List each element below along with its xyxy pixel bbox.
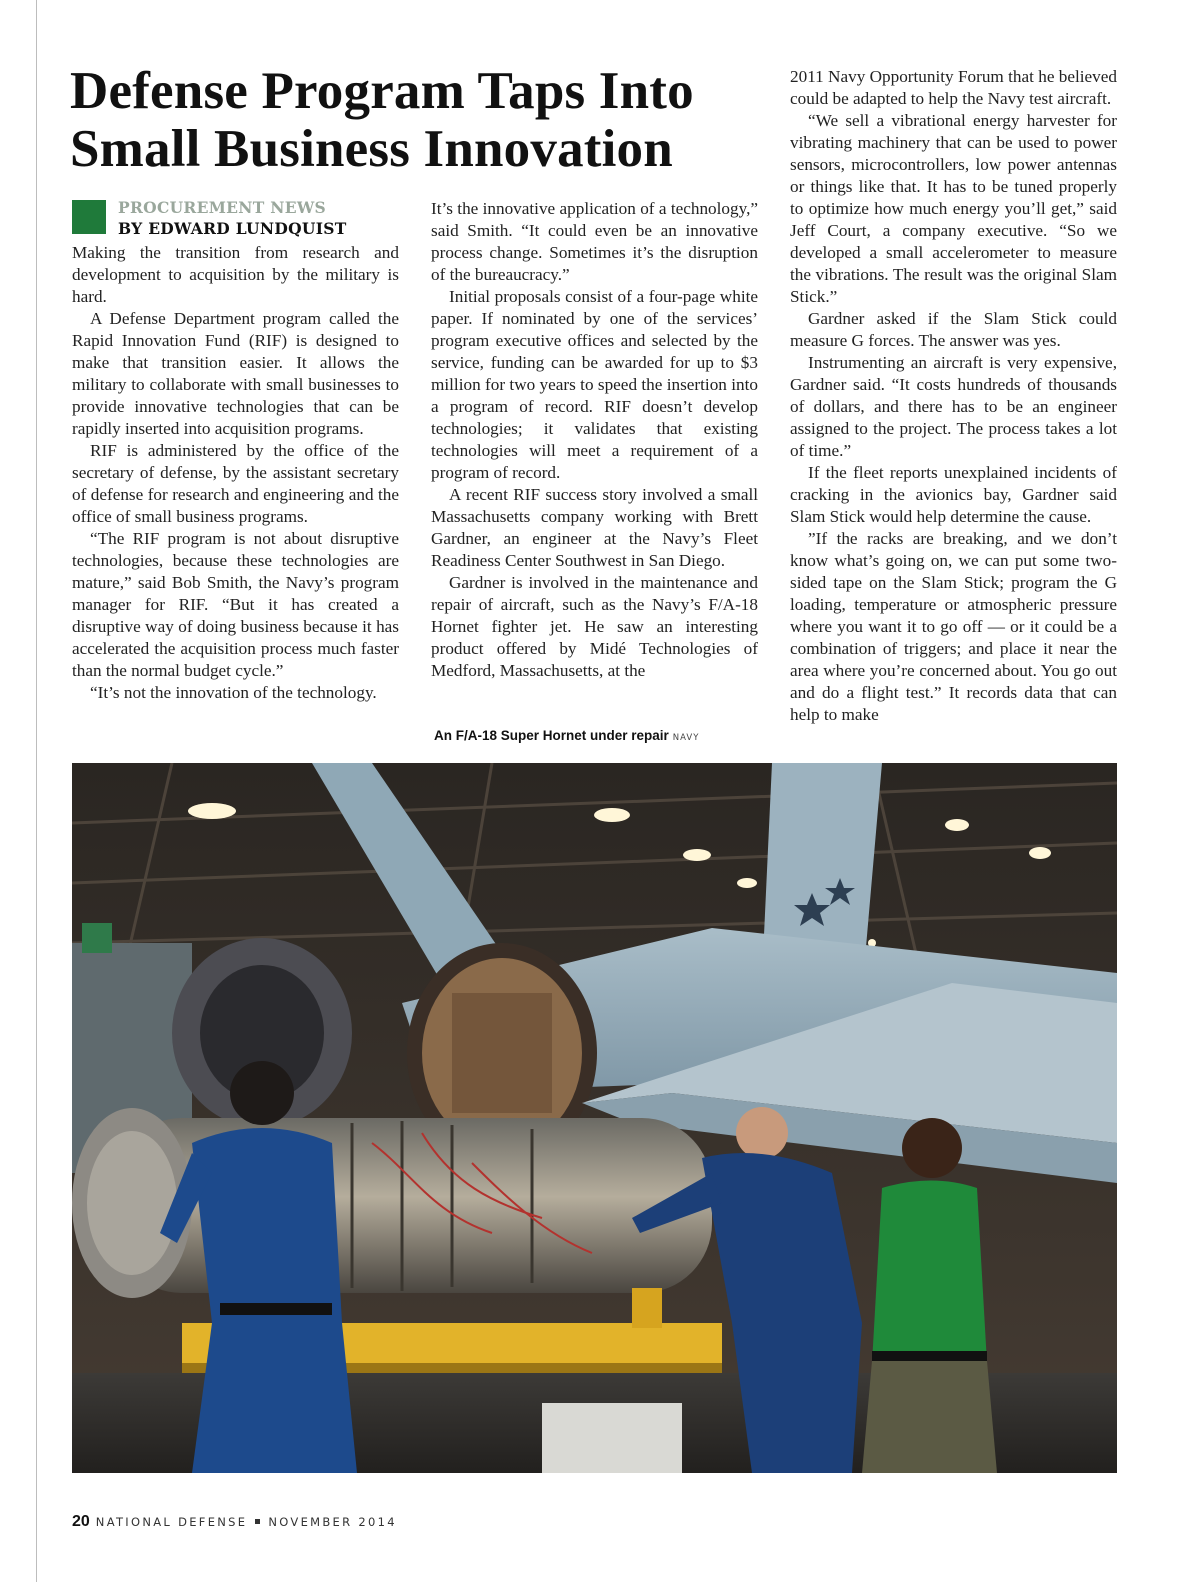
article-column-1 — [72, 198, 399, 704]
paragraph: Initial proposals consist of a four-page white paper. If nominated by one of the services’ program executive offices and selected by the service, funding can be awarded for up to $3 million for two years to speed the insertion into a program of record. RIF doesn’t develop technologies; it validates that existing technologies will meet a requirement of a program of record. — [431, 287, 758, 482]
paragraph: Making the transition from research and development to acquisition by the military is hard. — [72, 243, 399, 306]
publication-name: NATIONAL DEFENSE — [95, 1515, 248, 1529]
paragraph: If the fleet reports unexplained incidents of cracking in the avionics bay, Gardner said Slam Stick would help determine the cause. — [790, 463, 1117, 526]
paragraph: A recent RIF success story involved a small Massachusetts company working with Brett Gardner, an engineer at the Navy’s Fleet Readiness Center Southwest in San Diego. — [431, 485, 758, 570]
byline: BY EDWARD LUNDQUIST — [118, 219, 347, 238]
article-headline: Defense Program Taps Into Small Business Innovation — [70, 62, 694, 178]
page-margin-rule — [36, 0, 37, 1582]
footer-separator — [255, 1519, 260, 1524]
paragraph: Gardner asked if the Slam Stick could measure G forces. The answer was yes. — [790, 309, 1117, 350]
paragraph: Instrumenting an aircraft is very expensive, Gardner said. “It costs hundreds of thousands of dollars, and there has to be an engineer assigned to the project. The process takes a lot of time.” — [790, 353, 1117, 460]
page-footer — [72, 1513, 397, 1531]
paragraph: 2011 Navy Opportunity Forum that he believed could be adapted to help the Navy test aircraft. — [790, 67, 1117, 108]
page-number: 20 — [72, 1513, 90, 1530]
photo-caption — [434, 728, 699, 743]
caption-text: An F/A-18 Super Hornet under repair — [434, 728, 669, 743]
article-column-2 — [431, 198, 758, 682]
paragraph: Gardner is involved in the maintenance and repair of aircraft, such as the Navy’s F/A-18 Hornet fighter jet. He saw an interesting product offered by Midé Technologies of Medford, Massachusetts, at the — [431, 573, 758, 680]
article-column-3 — [790, 66, 1117, 726]
issue-date: NOVEMBER 2014 — [268, 1515, 397, 1529]
paragraph: “It’s not the innovation of the technology. — [90, 683, 377, 702]
photo-credit: NAVY — [672, 733, 700, 743]
aircraft-repair-photo — [72, 763, 1117, 1473]
paragraph: A Defense Department program called the Rapid Innovation Fund (RIF) is designed to make that transition easier. It allows the military to collaborate with small businesses to provide innovative technologies that can be rapidly inserted into acquisition programs. — [72, 309, 399, 438]
paragraph: “We sell a vibrational energy harvester for vibrating machinery that can be used to power sensors, microcontrollers, low power antennas or things like that. It has to be tuned properly to optimize how much energy you’ll get,” said Jeff Court, a company executive. “So we developed a small accelerometer to measure the vibrations. The result was the original Slam Stick.” — [790, 111, 1117, 306]
paragraph: “The RIF program is not about disruptive technologies, because these technologies are mature,” said Bob Smith, the Navy’s program manager for RIF. “But it has created a disruptive way of doing business because it has accelerated the acquisition process much faster than the normal budget cycle.” — [72, 529, 399, 680]
paragraph: RIF is administered by the office of the secretary of defense, by the assistant secretary of defense for research and engineering and the office of small business programs. — [72, 441, 399, 526]
paragraph: It’s the innovative application of a technology,” said Smith. “It could even be an innovative process change. Sometimes it’s the disruption of the bureaucracy.” — [431, 199, 758, 284]
section-header — [72, 198, 399, 242]
paragraph: ”If the racks are breaking, and we don’t know what’s going on, we can put some two-sided tape on the Slam Stick; program the G loading, temperature or atmospheric pressure where you want it to go off — or it could be a combination of triggers; and place it near the area where you’re concerned about. You go out and do a flight test.” It records data that can help to make — [790, 529, 1117, 724]
section-marker — [72, 200, 106, 234]
section-label: PROCUREMENT NEWS — [118, 198, 327, 217]
photo-illustration — [72, 763, 1117, 1473]
